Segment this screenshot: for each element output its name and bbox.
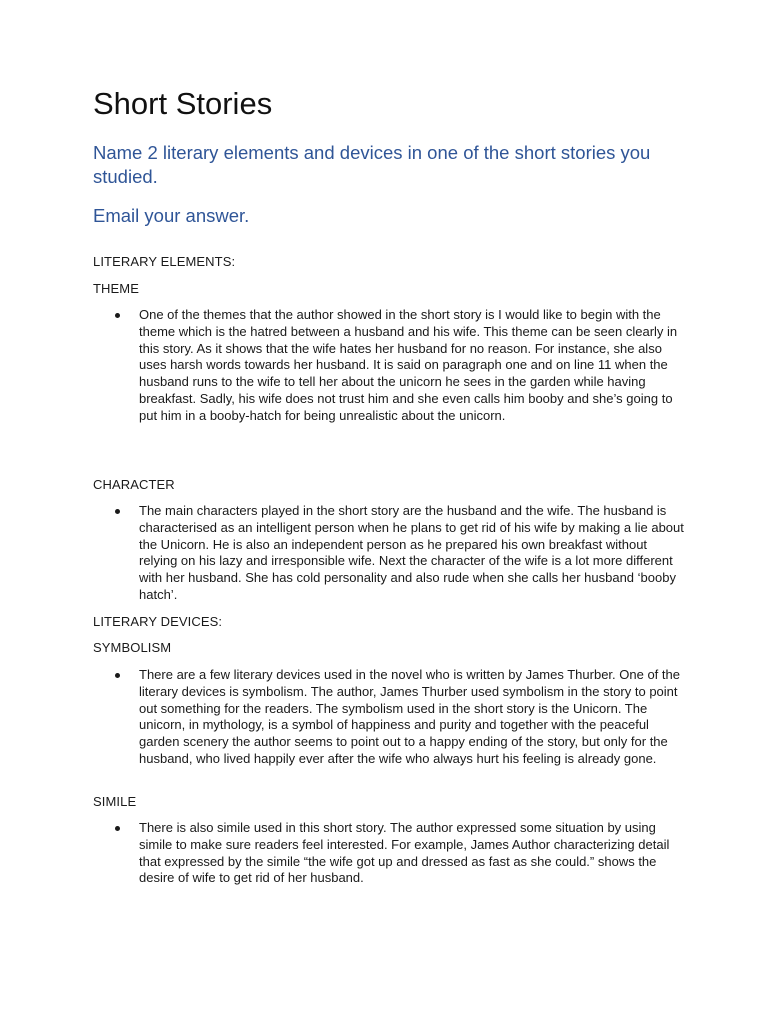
literary-elements-heading: LITERARY ELEMENTS: [93, 254, 236, 269]
theme-bullet [93, 307, 693, 442]
bullet-icon [115, 826, 120, 831]
assignment-prompt: Name 2 literary elements and devices in one of the short stories you studied. [93, 142, 651, 187]
simile-text: There is also simile used in this short story. The author expressed some situation by using simile to make sure readers feel interested. For example, James Author characterizing detail that expressed by the simile “the wife got up and dressed as fast as she could.” shows the desire of wife to get rid of her husband. [139, 820, 670, 886]
character-text: The main characters played in the short story are the husband and the wife. The husband is characterised as an intelligent person when he plans to get rid of his wife by making a lie about the Unicorn. He is also an independent person as he prepared his own breakfast without relying on his lazy and irresponsible wife. Next the character of the wife is a lot more different with her husband. She has cold personality and also rude when she calls her husband ‘booby hatch’. [139, 503, 684, 602]
theme-heading: THEME [93, 281, 139, 296]
symbolism-text: There are a few literary devices used in the novel who is written by James Thurber. One of the literary devices is symbolism. The author, James Thurber used symbolism in the story to point out something for the readers. The symbolism used in the short story is the Unicorn. The unicorn, in mythology, is a symbol of happiness and purity and together with the peaceful garden scenery the author seems to point out to a happy ending of the story, but only for the husband, who lived happily ever after the wife who always hurt his feeling is already gone. [139, 667, 680, 766]
character-bullet [93, 503, 693, 605]
symbolism-bullet [93, 667, 693, 785]
bullet-icon [115, 509, 120, 514]
bullet-icon [115, 313, 120, 318]
assignment-instruction: Email your answer. [93, 205, 250, 226]
bullet-icon [115, 673, 120, 678]
literary-devices-heading: LITERARY DEVICES: [93, 614, 223, 629]
simile-bullet [93, 820, 693, 888]
character-heading: CHARACTER [93, 477, 175, 492]
document-title: Short Stories [93, 86, 273, 121]
theme-text: One of the themes that the author showed in the short story is I would like to begin with the theme which is the hatred between a husband and his wife. This theme can be seen clearly in this story. As it shows that the wife hates her husband for no reason. For instance, she also uses harsh words towards her husband. It is said on paragraph one and on line 11 when the husband runs to the wife to tell her about the unicorn he sees in the garden while having breakfast. Sadly, his wife does not trust him and she even calls him booby and she’s going to put him in a booby-hatch for being unrealistic about the unicorn. [139, 307, 678, 423]
symbolism-heading: SYMBOLISM [93, 640, 172, 655]
simile-heading: SIMILE [93, 794, 137, 809]
